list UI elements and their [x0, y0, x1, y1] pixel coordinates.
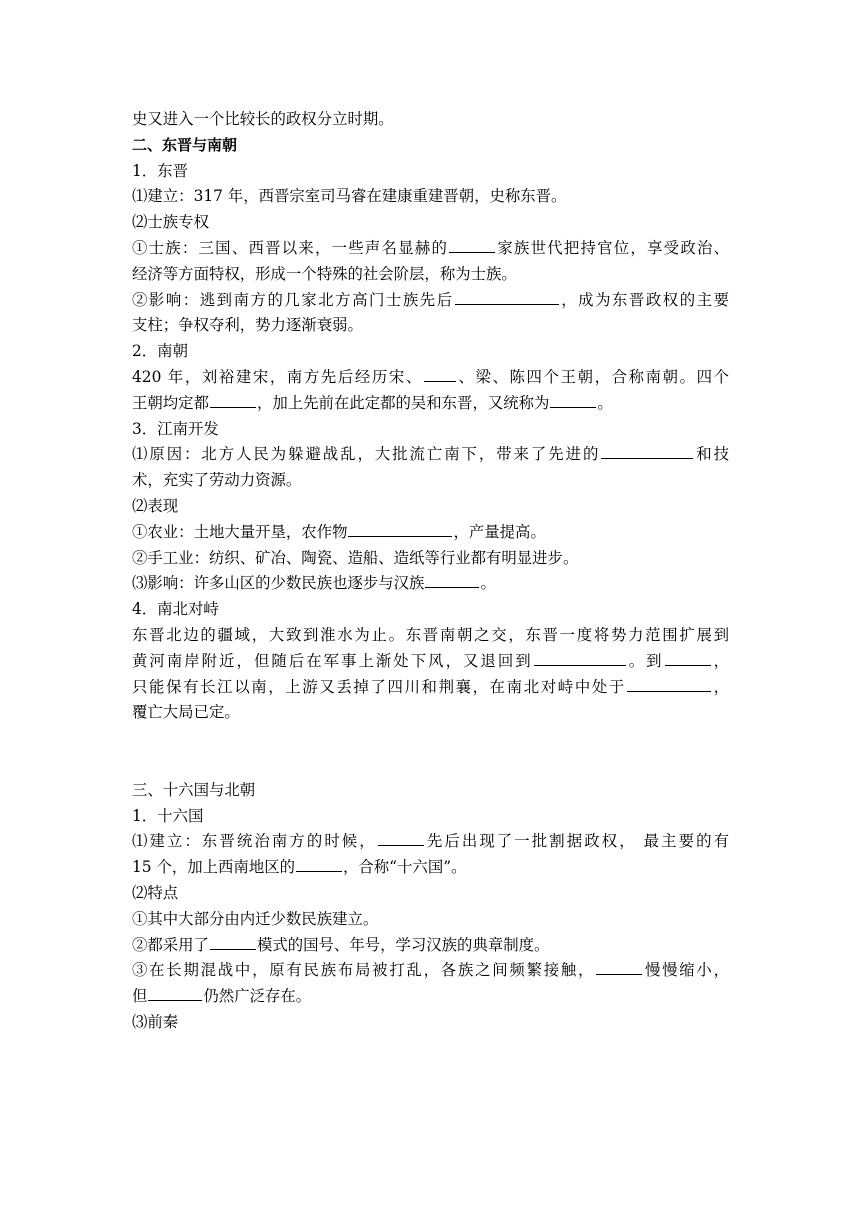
text-line — [132, 907, 732, 933]
fill-blank[interactable] — [148, 985, 202, 1001]
text: ⑵表现 — [132, 496, 179, 515]
text: 1．十六国 — [132, 806, 204, 825]
text: ，合称“十六国”。 — [343, 858, 467, 877]
text-line — [132, 546, 732, 572]
text: 慢慢缩小， — [643, 961, 729, 980]
text: ，成为东晋政权的主要 — [559, 290, 729, 309]
text: ②手工业：纺织、矿冶、陶瓷、造船、造纸等行业都有明显进步。 — [132, 548, 579, 567]
fill-blank[interactable] — [449, 237, 495, 253]
fill-blank[interactable] — [455, 289, 559, 305]
heading-text: 二、东晋与南朝 — [132, 135, 238, 154]
text: 史又进入一个比较长的政权分立时期。 — [132, 110, 394, 128]
text: 和技 — [694, 445, 729, 464]
fill-blank[interactable] — [665, 650, 711, 666]
fill-blank[interactable] — [424, 366, 456, 382]
text-line — [132, 933, 732, 959]
subheading — [132, 417, 732, 443]
text: 仍然广泛存在。 — [203, 987, 312, 1006]
text-line — [132, 262, 732, 288]
text-line — [132, 236, 729, 262]
text: 经济等方面特权，形成一个特殊的社会阶层，称为士族。 — [132, 264, 517, 283]
fill-blank[interactable] — [550, 392, 596, 408]
text: 3．江南开发 — [132, 419, 219, 438]
text: 。 — [480, 574, 496, 593]
text: 1．东晋 — [132, 161, 188, 180]
text-line — [132, 288, 729, 314]
fill-blank[interactable] — [378, 830, 424, 846]
fill-blank[interactable] — [348, 521, 452, 537]
text: 支柱；争权夺利，势力逐渐衰弱。 — [132, 316, 363, 335]
section-heading — [132, 778, 732, 804]
subheading — [132, 1010, 732, 1036]
fill-blank[interactable] — [627, 676, 711, 692]
document-page — [132, 107, 732, 1036]
text: 黄河南岸附近，但随后在军事上渐处下风，又退回到 — [132, 651, 533, 670]
text-line — [132, 468, 732, 494]
text: ， — [711, 651, 729, 670]
text: 覆亡大局已定。 — [132, 703, 240, 722]
fill-blank[interactable] — [296, 856, 342, 872]
heading-text: 三、十六国与北朝 — [132, 780, 256, 799]
section-spacer — [132, 726, 732, 778]
text: ①农业：土地大量开垦，农作物 — [132, 522, 348, 541]
text: ①士族：三国、西晋以来，一些声名显赫的 — [132, 238, 449, 257]
text: ⑶影响：许多山区的少数民族也逐步与汉族 — [132, 574, 425, 593]
subheading — [132, 210, 732, 236]
text-line — [132, 675, 729, 701]
text: 只能保有长江以南，上游又丢掉了四川和荆襄，在南北对峙中处于 — [132, 677, 626, 696]
subheading — [132, 597, 732, 623]
fill-blank[interactable] — [210, 934, 256, 950]
text: ，产量提高。 — [453, 522, 546, 541]
text: ⑴建立：东晋统治南方的时候， — [132, 832, 377, 851]
text: ②都采用了 — [132, 935, 209, 954]
text-line — [132, 391, 732, 417]
text: 但 — [132, 987, 148, 1006]
subheading — [132, 881, 732, 907]
text: ⑵士族专权 — [132, 213, 209, 232]
text-line — [132, 107, 732, 133]
text: ⑵特点 — [132, 883, 179, 902]
subheading — [132, 804, 732, 830]
text: 王朝均定都 — [132, 393, 209, 412]
text: ②影响：逃到南方的几家北方高门士族先后 — [132, 290, 454, 309]
text-line — [132, 855, 732, 881]
fill-blank[interactable] — [601, 443, 693, 459]
text: 2．南朝 — [132, 342, 188, 361]
text-line — [132, 184, 732, 210]
text-line — [132, 623, 729, 649]
text-line — [132, 958, 729, 984]
fill-blank[interactable] — [534, 650, 626, 666]
fill-blank[interactable] — [210, 392, 256, 408]
text: 15 个，加上西南地区的 — [132, 858, 295, 877]
text: ①其中大部分由内迁少数民族建立。 — [132, 909, 379, 928]
text: 。到 — [626, 651, 664, 670]
text: ⑴建立：317 年，西晋宗室司马睿在建康重建晋朝，史称东晋。 — [132, 187, 567, 206]
section-heading — [132, 133, 732, 159]
text-line — [132, 365, 729, 391]
text: 家族世代把持官位，享受政治、 — [496, 238, 729, 257]
subheading — [132, 494, 732, 520]
text-line — [132, 442, 729, 468]
text: 4．南北对峙 — [132, 600, 219, 619]
text: 、梁、陈四个王朝，合称南朝。四个 — [456, 367, 729, 386]
fill-blank[interactable] — [425, 572, 479, 588]
text: 模式的国号、年号，学习汉族的典章制度。 — [256, 935, 550, 954]
text: 420 年，刘裕建宋，南方先后经历宋、 — [132, 367, 423, 386]
text-line — [132, 313, 732, 339]
text: ，加上先前在此定都的吴和东晋，又统称为 — [256, 393, 550, 412]
text-line — [132, 829, 729, 855]
subheading — [132, 159, 732, 185]
text: ③在长期混战中，原有民族布局被打乱，各族之间频繁接触， — [132, 961, 596, 980]
text-line — [132, 649, 729, 675]
fill-blank[interactable] — [596, 959, 642, 975]
text: ⑶前秦 — [132, 1012, 179, 1031]
text: 术，充实了劳动力资源。 — [132, 471, 302, 490]
text: 东晋北边的疆域，大致到淮水为止。东晋南朝之交，东晋一度将势力范围扩展到 — [132, 625, 729, 644]
text-line — [132, 700, 732, 726]
text: ， — [711, 677, 729, 696]
text: ⑴原因：北方人民为躲避战乱，大批流亡南下，带来了先进的 — [132, 445, 601, 464]
text-line — [132, 571, 732, 597]
subheading — [132, 339, 732, 365]
text-line — [132, 984, 732, 1010]
text: 先后出现了一批割据政权， 最主要的有 — [424, 832, 729, 851]
text: 。 — [597, 393, 613, 412]
text-line — [132, 520, 732, 546]
